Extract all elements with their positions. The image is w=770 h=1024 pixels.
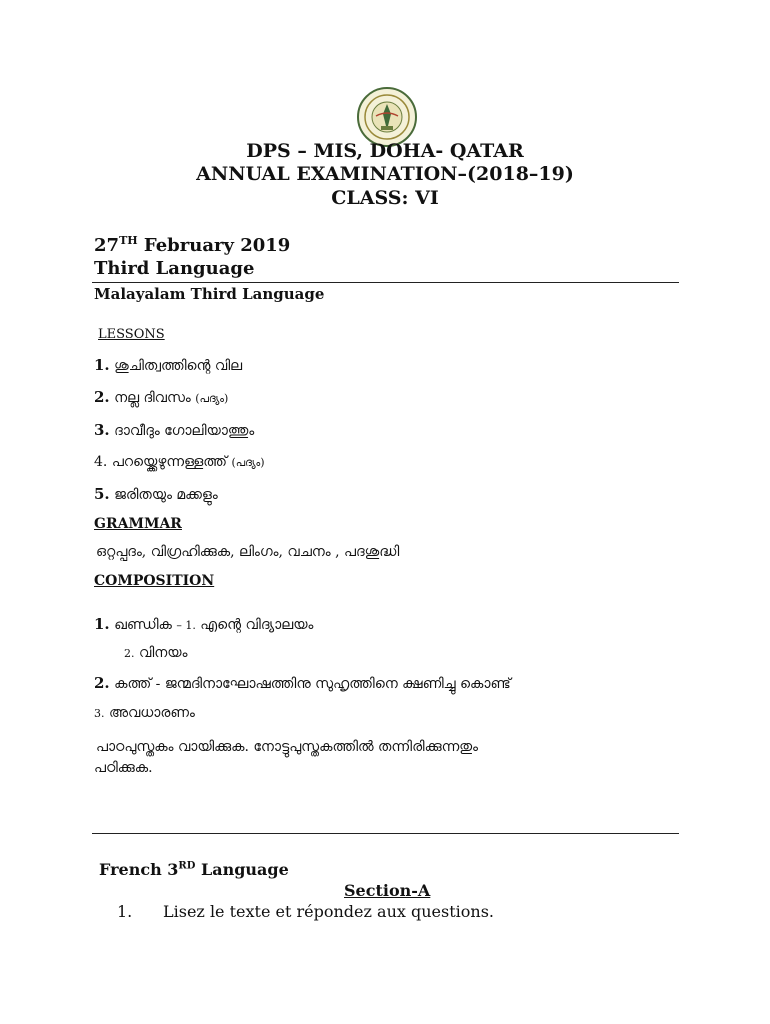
note-line-1: പാഠപുസ്തകം വായിക്കുക. നോട്ടുപുസ്തകത്തിൽ തന്നിരിക്കുന്നതും bbox=[96, 739, 479, 755]
school-name: DPS – MIS, DOHA- QATAR bbox=[246, 140, 524, 162]
section-heading: Section-A bbox=[344, 881, 431, 900]
composition-item: 1. ഖണ്ഡിക – 1. എന്റെ വിദ്യാലയം bbox=[94, 615, 314, 633]
question-text: Lisez le texte et répondez aux questions. bbox=[163, 902, 494, 921]
class-label: CLASS: VI bbox=[331, 187, 439, 209]
lesson-item: 3. ദാവീദും ഗോലിയാത്തും bbox=[94, 421, 255, 439]
grammar-text: ഒറ്റപ്പദം, വിഗ്രഹിക്കുക, ലിംഗം, വചനം , പദശുദ്ധി bbox=[96, 544, 400, 560]
exam-title: ANNUAL EXAMINATION–(2018–19) bbox=[196, 163, 574, 185]
grammar-heading: GRAMMAR bbox=[94, 516, 182, 532]
subject-title: Third Language bbox=[94, 258, 255, 279]
lessons-heading: LESSONS bbox=[98, 327, 165, 342]
lesson-item: 5. ജരിതയും മക്കളും bbox=[94, 485, 218, 503]
composition-subitem: 2. വിനയം bbox=[124, 645, 188, 661]
lesson-item: 1. ശുചിത്വത്തിന്റെ വില bbox=[94, 356, 243, 374]
lesson-item: 4. പറയ്ക്കെഴുന്നള്ളത്ത് (പദ്യം) bbox=[94, 454, 265, 470]
composition-item: 2. കത്ത് - ജന്മദിനാഘോഷത്തിനു സുഹൃത്തിനെ ക്ഷണിച്ചു കൊണ്ട് bbox=[94, 674, 511, 692]
note-line-2: പഠിക്കുക. bbox=[94, 760, 153, 776]
french-title: French 3RD Language bbox=[99, 860, 289, 879]
lesson-item: 2. നല്ല ദിവസം (പദ്യം) bbox=[94, 388, 229, 406]
question-number: 1. bbox=[117, 902, 133, 921]
school-logo-icon bbox=[356, 86, 418, 148]
divider-top bbox=[92, 282, 679, 283]
malayalam-title: Malayalam Third Language bbox=[94, 285, 325, 303]
composition-item: 3. അവധാരണം bbox=[94, 705, 195, 721]
composition-heading: COMPOSITION bbox=[94, 573, 215, 589]
exam-date: 27TH February 2019 bbox=[94, 234, 291, 256]
divider-bottom bbox=[92, 833, 679, 834]
